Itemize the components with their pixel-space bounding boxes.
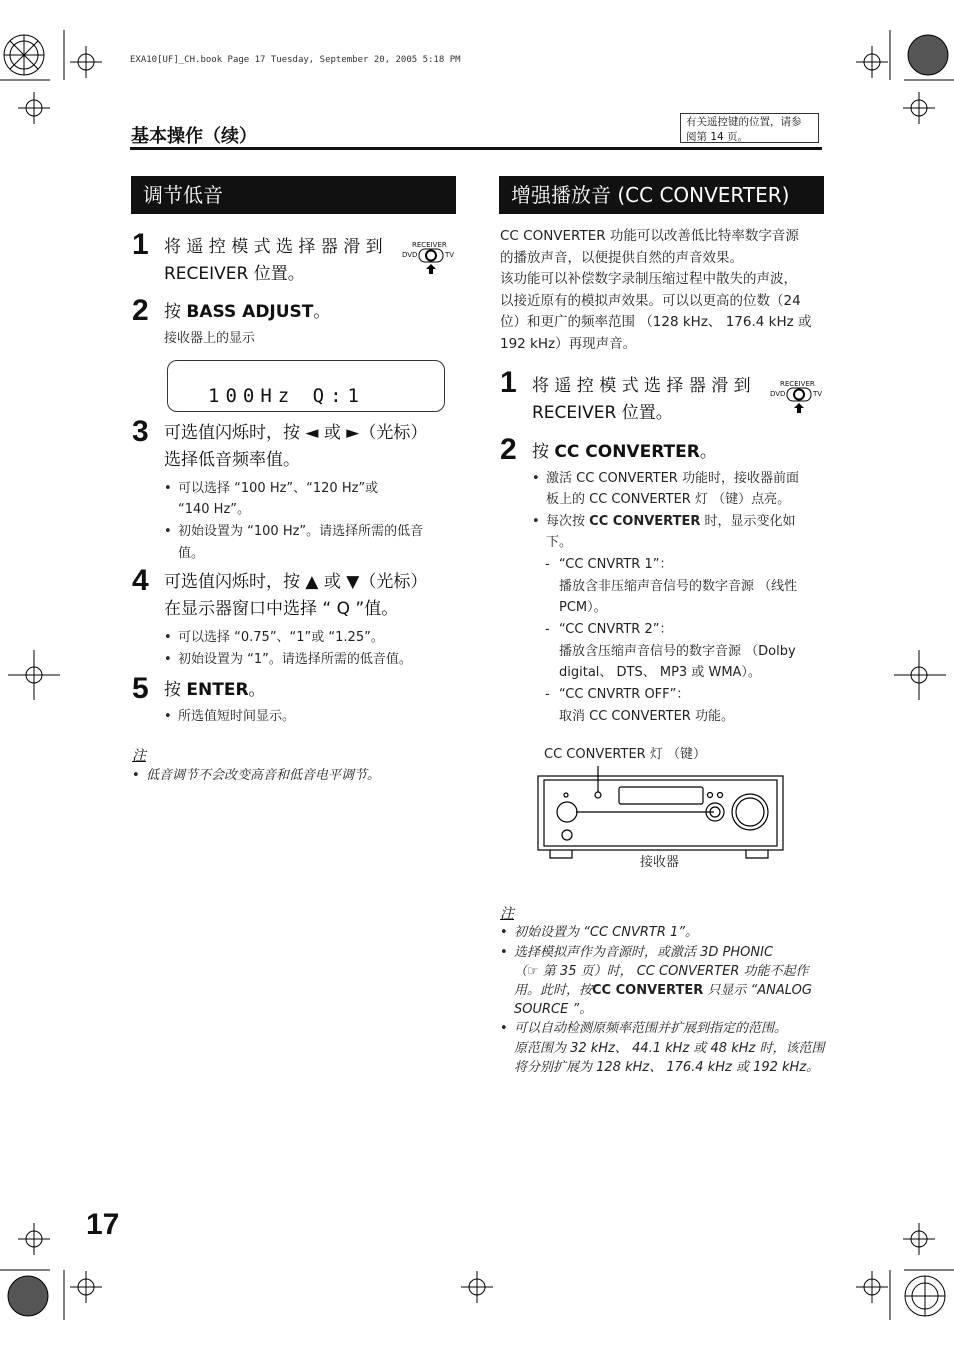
bullet: • 可以选择 “100 Hz”、“120 Hz”或 <box>178 478 378 500</box>
right-section-title: 增强播放音 (CC CONVERTER) <box>499 176 824 214</box>
bullet: • 初始设置为 “100 Hz”。请选择所需的低音 <box>178 521 423 543</box>
note: • 可以自动检测原频率范围并扩展到指定的范围。 <box>514 1019 787 1038</box>
bullet: • 可以选择 “0.75”、“1”或 “1.25”。 <box>178 627 384 649</box>
mode-desc: 取消 CC CONVERTER 功能。 <box>559 709 734 724</box>
mode-desc: 播放含非压缩声音信号的数字音源 （线性 <box>559 579 798 594</box>
note: • 选择模拟声作为音源时，或激活 3D PHONIC <box>514 943 773 962</box>
file-header: EXA10[UF]_CH.book Page 17 Tuesday, September 20, 2005 5:18 PM <box>130 55 461 65</box>
intro-paragraph: CC CONVERTER 功能可以改善低比特率数字音源 的播放声音，以便提供自然的声音效果。 该功能可以补偿数字录制压缩过程中散失的声波， 以接近原有的模拟声效果。可以以更高的位数（24 位）和更广的频率范围 （128 kHz、 176.4 kHz 或 192 kHz）再现声音。 <box>500 228 812 352</box>
bullet-cont: “140 Hz”。 <box>178 502 251 517</box>
bullet-cont: 下。 <box>546 535 573 550</box>
reference-box: 有关遥控键的位置，请参 阅第 14 页。 <box>680 113 819 143</box>
step-text: 可选值闪烁时，按 ▲ 或 ▼（光标） 在显示器窗口中选择 “ Q ”值。 <box>164 572 428 619</box>
bullet: • 所选值短时间显示。 <box>178 706 295 728</box>
display-caption: 接收器上的显示 <box>164 331 256 346</box>
step-number: 2 <box>500 433 517 466</box>
note: • 初始设置为 “CC CNVRTR 1”。 <box>514 923 698 942</box>
receiver-diagram <box>536 762 786 862</box>
mode-label: - “CC CNVRTR 2”： <box>559 619 672 641</box>
step-text: 按 ENTER。 <box>164 680 266 700</box>
note-cont: （☞ 第 35 页）时， CC CONVERTER 功能不起作 <box>514 964 809 979</box>
note-cont: 将分别扩展为 128 kHz、 176.4 kHz 或 192 kHz。 <box>514 1060 820 1075</box>
bullet: • 激活 CC CONVERTER 功能时，接收器前面 <box>546 468 799 490</box>
step-text: 可选值闪烁时，按 ◄ 或 ►（光标） 选择低音频率值。 <box>164 423 428 470</box>
step-text: 将 遥 控 模 式 选 择 器 滑 到 RECEIVER 位置。 <box>164 237 383 284</box>
mode-label: - “CC CNVRTR 1”： <box>559 554 672 576</box>
note: • 低音调节不会改变高音和低音电平调节。 <box>146 766 380 785</box>
left-section-title: 调节低音 <box>131 176 456 214</box>
mode-switch-icon: RECEIVER DVD TV <box>770 380 826 414</box>
page-number: 17 <box>86 1208 120 1241</box>
step-number: 2 <box>132 294 149 327</box>
note-cont: SOURCE ”。 <box>514 1002 593 1017</box>
title-rule <box>130 147 822 150</box>
step-number: 4 <box>132 564 149 597</box>
note-cont: 原范围为 32 kHz、 44.1 kHz 或 48 kHz 时，该范围 <box>514 1041 825 1056</box>
diagram-caption: 接收器 <box>640 855 680 870</box>
bullet-cont: 值。 <box>178 546 205 561</box>
mode-desc: PCM）。 <box>559 600 607 615</box>
mode-desc: 播放含压缩声音信号的数字音源 （Dolby <box>559 644 796 659</box>
note-title: 注 <box>500 906 514 922</box>
step-text: 按 CC CONVERTER。 <box>532 442 717 462</box>
step-text: 按 BASS ADJUST。 <box>164 302 331 322</box>
note-cont: 用。此时，按CC CONVERTER 只显示 “ANALOG <box>514 983 812 998</box>
step-number: 3 <box>132 415 149 448</box>
bullet-cont: 板上的 CC CONVERTER 灯 （键）点亮。 <box>546 492 791 507</box>
receiver-display: 100Hz Q:1 <box>167 360 445 412</box>
note-title: 注 <box>132 748 146 764</box>
section-title: 基本操作（续） <box>131 126 257 147</box>
step-number: 1 <box>500 366 517 399</box>
step-text: 将 遥 控 模 式 选 择 器 滑 到 RECEIVER 位置。 <box>532 376 751 423</box>
mode-switch-icon: RECEIVER DVD TV <box>402 241 458 275</box>
bullet: • 初始设置为 “1”。请选择所需的低音值。 <box>178 649 412 671</box>
mode-label: - “CC CNVRTR OFF”： <box>559 684 689 706</box>
diagram-label: CC CONVERTER 灯 （键） <box>544 747 706 762</box>
mode-desc: digital、 DTS、 MP3 或 WMA）。 <box>559 665 761 680</box>
step-number: 1 <box>132 228 149 261</box>
step-number: 5 <box>132 672 149 705</box>
bullet: • 每次按 CC CONVERTER 时，显示变化如 <box>546 511 796 533</box>
